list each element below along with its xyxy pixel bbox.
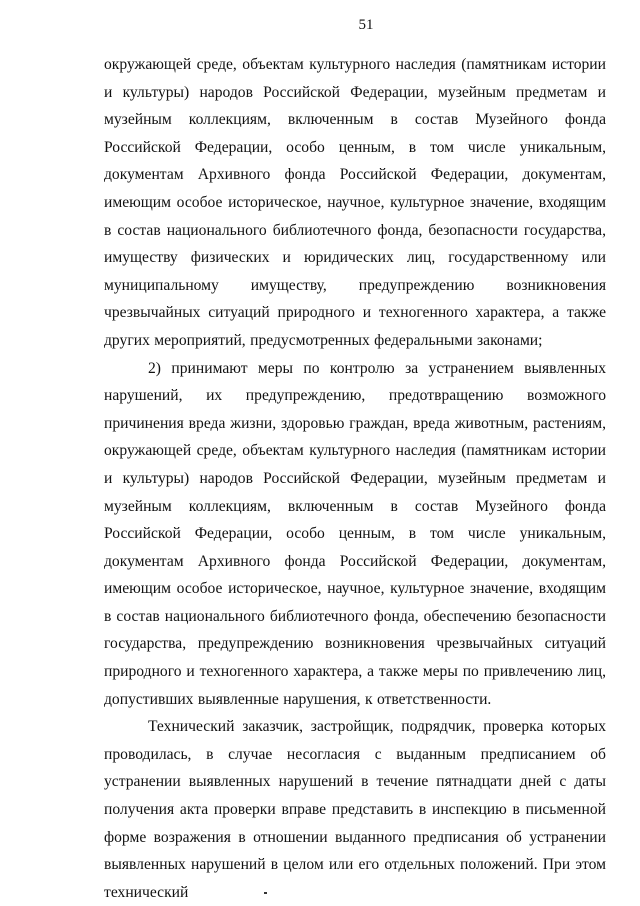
scan-artifact-dot — [264, 892, 267, 894]
paragraph-continuation: окружающей среде, объектам культурного наследия (памятникам истории и культуры) народов Российской Федерации, музейным предметам и музейным коллекциям, включенным в состав Музейного фонда Российской Федерации, особо ценным, в том числе уникальным, документам Архивного фонда Российской Федерации, документам, имеющим особое историческое, научное, культурное значение, входящим в состав национального библиотечного фонда, безопасности государства, имуществу физических и юридических лиц, государственному или муниципальному имуществу, предупреждению возникновения чрезвычайных ситуаций природного и техногенного характера, а также других мероприятий, предусмотренных федеральными законами; — [104, 56, 606, 349]
document-body — [104, 51, 606, 906]
paragraph-item-2: 2) принимают меры по контролю за устранением выявленных нарушений, их предупреждению, предотвращению возможного причинения вреда жизни, здоровью граждан, вреда животным, растениям, окружающей среде, объектам культурного наследия (памятникам истории и культуры) народов Российской Федерации, музейным предметам и музейным коллекциям, включенным в состав Музейного фонда Российской Федерации, особо ценным, в том числе уникальным, документам Архивного фонда Российской Федерации, документам, имеющим особое историческое, научное, культурное значение, входящим в состав национального библиотечного фонда, обеспечению безопасности государства, предупреждению возникновения чрезвычайных ситуаций природного и техногенного характера, а также меры по привлечению лиц, допустивших выявленные нарушения, к ответственности. — [104, 359, 606, 708]
page-number: 51 — [358, 17, 374, 33]
paragraph-technical-customer: Технический заказчик, застройщик, подрядчик, проверка которых проводилась, в случае несогласия с выданным предписанием об устранении выявленных нарушений в течение пятнадцати дней с даты получения акта проверки вправе представить в инспекцию в письменной форме возражения в отношении выданного предписания об устранении выявленных нарушений в целом или его отдельных положений. При этом технический — [104, 718, 606, 901]
